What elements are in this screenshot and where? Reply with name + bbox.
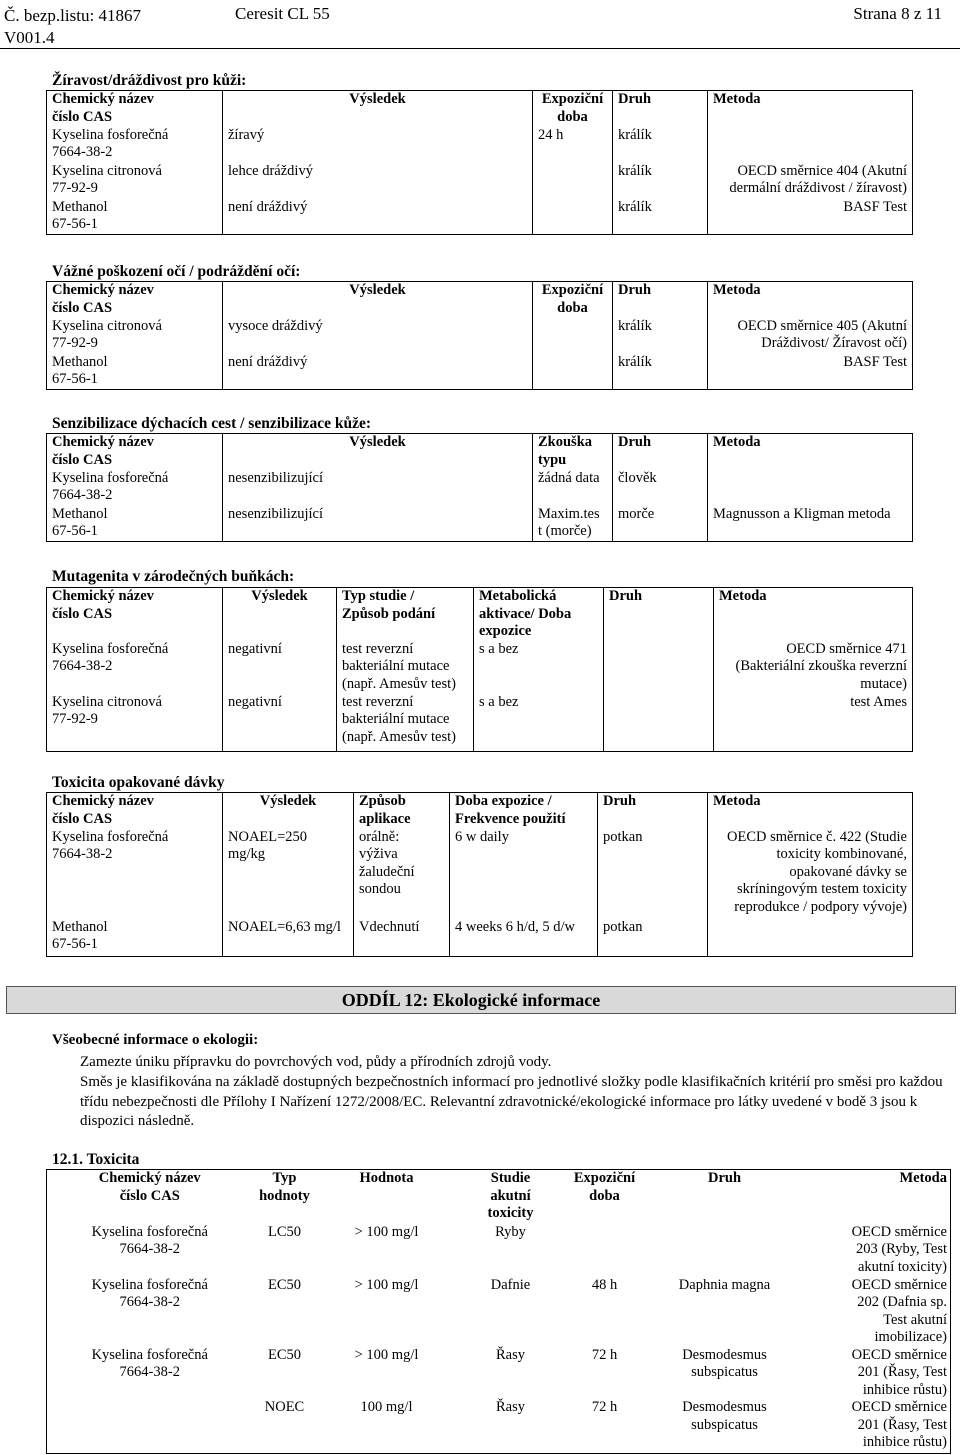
section-12-banner: ODDÍL 12: Ekologické informace bbox=[6, 986, 956, 1014]
table-cell: králík bbox=[613, 199, 708, 235]
column-header: Druh bbox=[604, 588, 714, 641]
column-header: Chemický název číslo CAS bbox=[47, 91, 223, 127]
table-cell: králík bbox=[613, 163, 708, 199]
table-cell bbox=[645, 1224, 805, 1277]
column-header: Výsledek bbox=[223, 793, 354, 829]
column-header: Druh bbox=[598, 793, 708, 829]
toxicity-table bbox=[46, 1169, 951, 1454]
table-cell bbox=[565, 1224, 645, 1277]
table-cell: člověk bbox=[613, 470, 708, 506]
column-header: Výsledek bbox=[223, 588, 337, 641]
table-cell: Kyselina citronová 77-92-9 bbox=[47, 318, 223, 354]
table-cell: potkan bbox=[598, 919, 708, 957]
table-cell: 4 weeks 6 h/d, 5 d/w bbox=[450, 919, 598, 957]
table-cell: Maxim.tes t (morče) bbox=[533, 506, 613, 542]
skin-table bbox=[46, 90, 913, 235]
table-cell: OECD směrnice 404 (Akutní dermální dráždivost / žíravost) bbox=[708, 163, 913, 199]
table-row bbox=[47, 318, 913, 354]
sheet-number: Č. bezp.listu: 41867 bbox=[4, 6, 141, 25]
table-cell: není dráždivý bbox=[223, 199, 533, 235]
table-cell: OECD směrnice 405 (Akutní Dráždivost/ Žíravost očí) bbox=[708, 318, 913, 354]
table-cell: Kyselina citronová 77-92-9 bbox=[47, 694, 223, 752]
table-cell: 72 h bbox=[591, 1399, 618, 1415]
table-cell: Magnusson a Kligman metoda bbox=[708, 506, 913, 542]
muta-table bbox=[46, 587, 913, 752]
table-cell: NOAEL=250 mg/kg bbox=[223, 829, 354, 919]
table-row bbox=[47, 199, 913, 235]
table-cell: test reverzní bakteriální mutace (např. Amesův test) bbox=[337, 694, 474, 752]
column-header: Výsledek bbox=[223, 434, 533, 470]
header-row bbox=[47, 793, 913, 829]
table-cell: Kyselina fosforečná 7664-38-2 bbox=[47, 641, 223, 694]
table-row bbox=[47, 354, 913, 390]
table-cell: test reverzní bakteriální mutace (např. Amesův test) bbox=[337, 641, 474, 694]
column-header: Zkouška typu bbox=[533, 434, 613, 470]
table-cell bbox=[533, 354, 613, 390]
header-rule bbox=[0, 48, 960, 49]
page-number: Strana 8 z 11 bbox=[853, 4, 942, 23]
eco-paragraph-2: Směs je klasifikována na základě dostupných bezpečnostních informací pro jednotlivé složky podle klasifikačních kritérií pro směsi pro každou třídu nebezpečnosti dle Přílohy I Nařízení 1272/2008/EC. Relevantní zdravotnické/ekologické informace pro látky uvedené v bodě 3 jsou k dispozici následně. bbox=[80, 1074, 943, 1129]
column-header: Chemický název číslo CAS bbox=[47, 793, 223, 829]
table-cell: vysoce dráždivý bbox=[223, 318, 533, 354]
column-header: Druh bbox=[707, 1170, 742, 1186]
column-header: Metoda bbox=[899, 1170, 947, 1186]
table-cell: negativní bbox=[223, 641, 337, 694]
table-cell: BASF Test bbox=[708, 199, 913, 235]
column-header: Expoziční doba bbox=[533, 91, 613, 127]
table-cell: test Ames bbox=[714, 694, 913, 752]
table-row bbox=[47, 163, 913, 199]
table-cell: OECD směrnice 201 (Řasy, Test inhibice růstu) bbox=[851, 1399, 947, 1450]
table-row bbox=[47, 127, 913, 163]
table-cell bbox=[708, 919, 913, 957]
column-header: Druh bbox=[613, 91, 708, 127]
column-header: Druh bbox=[613, 434, 708, 470]
table-cell: OECD směrnice 201 (Řasy, Test inhibice růstu) bbox=[851, 1346, 947, 1398]
eco-general-title: Všeobecné informace o ekologii: bbox=[52, 1032, 259, 1048]
table-cell: s a bez bbox=[474, 641, 604, 694]
column-header: Chemický název číslo CAS bbox=[47, 282, 223, 318]
table-row bbox=[47, 1347, 951, 1400]
version: V001.4 bbox=[4, 28, 55, 47]
column-header: Typ studie / Způsob podání bbox=[337, 588, 474, 641]
table-cell: 24 h bbox=[533, 127, 613, 163]
column-header: Výsledek bbox=[223, 282, 533, 318]
column-header: Hodnota bbox=[359, 1170, 414, 1186]
table-cell: žíravý bbox=[223, 127, 533, 163]
table-cell: nesenzibilizující bbox=[223, 470, 533, 506]
table-cell: Methanol 67-56-1 bbox=[47, 354, 223, 390]
table-cell: Ryby bbox=[495, 1223, 526, 1240]
column-header: Doba expozice / Frekvence použití bbox=[450, 793, 598, 829]
table-cell bbox=[47, 1399, 253, 1453]
column-header: Expoziční doba bbox=[533, 282, 613, 318]
column-header: Metoda bbox=[714, 588, 913, 641]
table-cell: OECD směrnice 202 (Dafnia sp. Test akutní imobilizace) bbox=[851, 1276, 947, 1345]
table-cell: králík bbox=[613, 354, 708, 390]
doc-id bbox=[4, 5, 141, 49]
table-cell: EC50 bbox=[267, 1346, 302, 1363]
table-cell: EC50 bbox=[267, 1276, 302, 1293]
page-header bbox=[0, 0, 960, 48]
table-cell: > 100 mg/l bbox=[354, 1276, 419, 1293]
repeat-table bbox=[46, 792, 913, 957]
column-header: Způsob aplikace bbox=[354, 793, 450, 829]
table-row bbox=[47, 1277, 951, 1347]
table-cell: BASF Test bbox=[708, 354, 913, 390]
table-row bbox=[47, 694, 913, 752]
eye-table bbox=[46, 281, 913, 390]
table-cell: Kyselina citronová 77-92-9 bbox=[47, 163, 223, 199]
table-cell: morče bbox=[613, 506, 708, 542]
header-row bbox=[47, 91, 913, 127]
table-cell: Desmodesmus subspicatus bbox=[682, 1346, 767, 1380]
column-header: Metoda bbox=[708, 793, 913, 829]
skin-title: Žíravost/dráždivost pro kůži: bbox=[52, 72, 247, 89]
table-cell: OECD směrnice 471 (Bakteriální zkouška reverzní mutace) bbox=[714, 641, 913, 694]
table-row bbox=[47, 506, 913, 542]
table-cell: Kyselina fosforečná 7664-38-2 bbox=[47, 829, 223, 919]
table-cell: potkan bbox=[598, 829, 708, 919]
sens-table bbox=[46, 433, 913, 542]
table-row bbox=[47, 1224, 951, 1277]
table-cell: Řasy bbox=[496, 1346, 525, 1363]
table-cell: není dráždivý bbox=[223, 354, 533, 390]
table-cell: Kyselina fosforečná 7664-38-2 bbox=[47, 127, 223, 163]
column-header: Metoda bbox=[708, 282, 913, 318]
table-row bbox=[47, 641, 913, 694]
table-row bbox=[47, 1399, 951, 1453]
table-cell: Methanol 67-56-1 bbox=[47, 919, 223, 957]
table-cell: Desmodesmus subspicatus bbox=[682, 1399, 767, 1433]
column-header: Metoda bbox=[708, 91, 913, 127]
column-header: Metoda bbox=[708, 434, 913, 470]
table-cell bbox=[604, 694, 714, 752]
table-cell: žádná data bbox=[533, 470, 613, 506]
table-cell: Methanol 67-56-1 bbox=[47, 199, 223, 235]
table-cell: 72 h bbox=[591, 1346, 618, 1363]
table-cell: NOEC bbox=[264, 1399, 305, 1415]
table-cell bbox=[533, 163, 613, 199]
table-cell: LC50 bbox=[267, 1223, 302, 1240]
toxicity-title: 12.1. Toxicita bbox=[52, 1151, 140, 1168]
eco-paragraph-1: Zamezte úniku přípravku do povrchových vod, půdy a přírodních zdrojů vody. bbox=[80, 1054, 552, 1070]
table-cell: > 100 mg/l bbox=[354, 1223, 419, 1240]
column-header: Výsledek bbox=[223, 91, 533, 127]
column-header: Expoziční doba bbox=[573, 1170, 636, 1204]
table-cell: nesenzibilizující bbox=[223, 506, 533, 542]
column-header: Chemický název číslo CAS bbox=[98, 1170, 201, 1204]
table-cell: Dafnie bbox=[490, 1276, 531, 1293]
table-cell: 6 w daily bbox=[450, 829, 598, 919]
table-cell: Kyselina fosforečná 7664-38-2 bbox=[91, 1276, 208, 1310]
repeat-title: Toxicita opakované dávky bbox=[52, 774, 225, 791]
column-header: Metabolická aktivace/ Doba expozice bbox=[474, 588, 604, 641]
table-cell: králík bbox=[613, 127, 708, 163]
table-cell: Daphnia magna bbox=[678, 1276, 771, 1293]
table-cell bbox=[708, 127, 913, 163]
table-cell: orálně: výživa žaludeční sondou bbox=[354, 829, 450, 919]
table-cell: Kyselina fosforečná 7664-38-2 bbox=[91, 1223, 208, 1257]
product-name: Ceresit CL 55 bbox=[235, 4, 330, 23]
column-header: Druh bbox=[613, 282, 708, 318]
table-row bbox=[47, 919, 913, 957]
header-row bbox=[47, 434, 913, 470]
table-cell bbox=[533, 318, 613, 354]
column-header: Chemický název číslo CAS bbox=[47, 434, 223, 470]
eye-title: Vážné poškození očí / podráždění očí: bbox=[52, 263, 301, 280]
muta-title: Mutagenita v zárodečných buňkách: bbox=[52, 568, 295, 585]
table-cell: OECD směrnice č. 422 (Studie toxicity kombinované, opakované dávky se skríningovým testem toxicity reprodukce / podpory vývoje) bbox=[708, 829, 913, 919]
table-cell: Řasy bbox=[496, 1399, 525, 1415]
table-cell bbox=[604, 641, 714, 694]
header-row bbox=[47, 282, 913, 318]
table-cell: NOAEL=6,63 mg/l bbox=[223, 919, 354, 957]
table-cell: negativní bbox=[223, 694, 337, 752]
column-header: Chemický název číslo CAS bbox=[47, 588, 223, 641]
column-header: Typ hodnoty bbox=[259, 1170, 310, 1204]
table-cell bbox=[533, 199, 613, 235]
table-cell: 48 h bbox=[591, 1276, 618, 1293]
table-cell: OECD směrnice 203 (Ryby, Test akutní toxicity) bbox=[851, 1223, 947, 1275]
table-cell: Methanol 67-56-1 bbox=[47, 506, 223, 542]
sens-title: Senzibilizace dýchacích cest / senzibilizace kůže: bbox=[52, 415, 371, 432]
table-cell: králík bbox=[613, 318, 708, 354]
table-cell: s a bez bbox=[474, 694, 604, 752]
header-row bbox=[47, 588, 913, 641]
table-cell: Kyselina fosforečná 7664-38-2 bbox=[47, 470, 223, 506]
table-cell: > 100 mg/l bbox=[354, 1346, 419, 1363]
table-cell: Kyselina fosforečná 7664-38-2 bbox=[91, 1346, 208, 1380]
column-header: Studie akutní toxicity bbox=[487, 1170, 534, 1221]
table-cell: lehce dráždivý bbox=[223, 163, 533, 199]
table-cell: 100 mg/l bbox=[360, 1399, 413, 1415]
header-row bbox=[47, 1170, 951, 1224]
table-cell: Vdechnutí bbox=[354, 919, 450, 957]
table-cell bbox=[708, 470, 913, 506]
table-row bbox=[47, 470, 913, 506]
table-row bbox=[47, 829, 913, 919]
